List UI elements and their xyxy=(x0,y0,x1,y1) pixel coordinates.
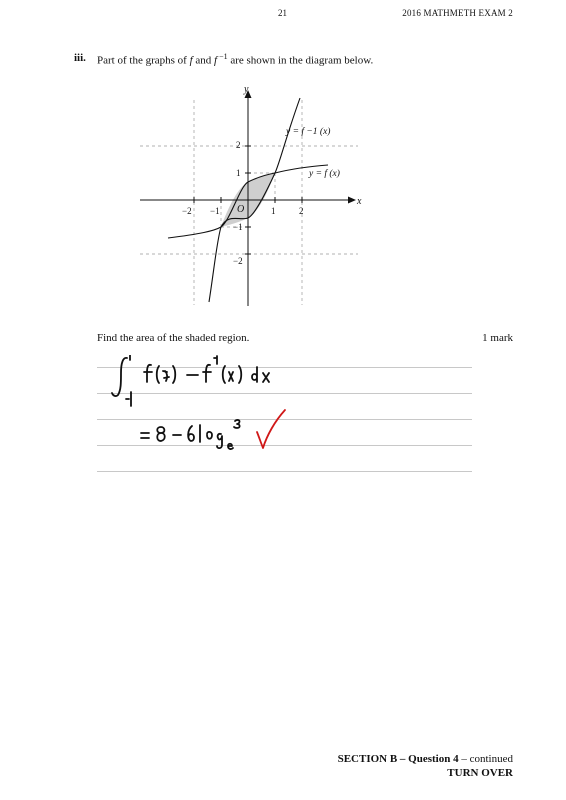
mark-allocation: 1 mark xyxy=(482,332,513,344)
f-inverse-superscript: −1 xyxy=(217,52,228,61)
section-footer xyxy=(338,753,513,765)
question-text-part: and xyxy=(192,54,215,67)
y-tick-label: 1 xyxy=(236,168,241,178)
section-footer-rest: – continued xyxy=(458,753,513,765)
origin-label: O xyxy=(237,204,245,215)
handwritten-integral xyxy=(112,355,269,406)
x-tick-label: 1 xyxy=(271,206,276,216)
handwritten-answer xyxy=(97,355,427,465)
function-graph xyxy=(130,80,370,315)
x-tick-label: −2 xyxy=(182,206,192,216)
answer-line xyxy=(97,471,472,472)
question-text-part: are shown in the diagram below. xyxy=(227,54,374,67)
section-footer-bold: SECTION B – Question 4 xyxy=(337,753,459,765)
handwritten-result xyxy=(141,420,240,449)
question-text-part: Part of the graphs of xyxy=(97,54,190,67)
f-inverse-symbol: f xyxy=(214,54,218,67)
curve-f-inverse-label: y = f −1 (x) xyxy=(286,127,331,137)
check-mark-icon xyxy=(257,410,285,448)
x-tick-label: −1 xyxy=(210,206,220,216)
question-label: iii. xyxy=(74,52,86,64)
y-tick-label: −2 xyxy=(233,256,243,266)
x-axis-arrow-icon xyxy=(348,197,356,204)
x-tick-label: 2 xyxy=(299,206,304,216)
curve-f-label: y = f (x) xyxy=(309,169,340,179)
turn-over-label: TURN OVER xyxy=(447,767,513,779)
y-tick-label: −1 xyxy=(233,222,243,232)
y-tick-label: 2 xyxy=(236,140,241,150)
page-number: 21 xyxy=(278,8,287,18)
y-axis-label: y xyxy=(244,84,249,95)
x-axis-label: x xyxy=(357,196,362,207)
f-symbol: f xyxy=(189,54,193,67)
exam-title: 2016 MATHMETH EXAM 2 xyxy=(402,8,513,18)
question-text xyxy=(97,52,373,67)
question-prompt: Find the area of the shaded region. xyxy=(97,332,250,344)
